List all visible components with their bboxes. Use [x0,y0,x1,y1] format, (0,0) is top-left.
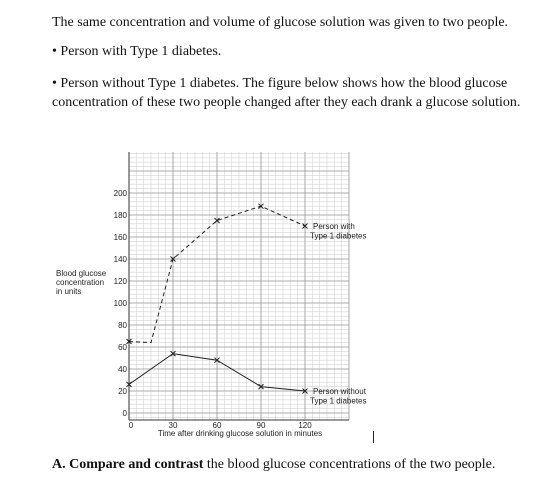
y-tick-label: 160 [113,233,127,242]
series-name-label: Person with [313,222,355,231]
question-bold: A. Compare and contrast [52,457,204,472]
series-name-label: Type 1 diabetes [310,396,367,406]
y-axis-label: Blood glucose [56,269,107,278]
x-axis-label: Time after drinking glucose solution in minutes [157,429,323,438]
grid-minor [129,152,349,420]
y-axis-label: in units [56,287,82,296]
y-tick-label: 180 [113,211,127,220]
bullet-non-type1: • Person without Type 1 diabetes. The figure below shows how the blood glucose concentration of these two people changed after they each drank a glucose solution. [52,76,521,110]
x-tick-label: 90 [256,421,266,430]
y-tick-label: 100 [113,299,127,308]
y-tick-label: 80 [118,321,127,330]
x-tick-label: 120 [298,421,312,430]
bullet-type1: • Person with Type 1 diabetes. [52,44,222,59]
y-tick-label: 60 [118,343,127,352]
x-tick-label: 30 [168,421,178,430]
y-tick-label: 200 [113,189,127,198]
y-tick-label: 0 [122,409,127,418]
series-name-label: Type 1 diabetes [310,231,367,241]
y-tick-label: 140 [113,255,127,264]
question-rest: the blood glucose concentrations of the two people. [203,457,496,472]
y-axis-label: concentration [56,278,105,287]
question-a [52,457,495,473]
x-tick-label: 60 [212,421,222,430]
text-cursor [373,431,374,443]
intro-sentence: The same concentration and volume of glucose solution was given to two people. [52,15,509,30]
series-name-label: Person without [313,387,366,396]
y-tick-label: 120 [113,277,127,286]
x-tick-label: 0 [128,421,134,430]
y-tick-label: 20 [118,387,127,396]
y-tick-label: 40 [118,365,127,374]
